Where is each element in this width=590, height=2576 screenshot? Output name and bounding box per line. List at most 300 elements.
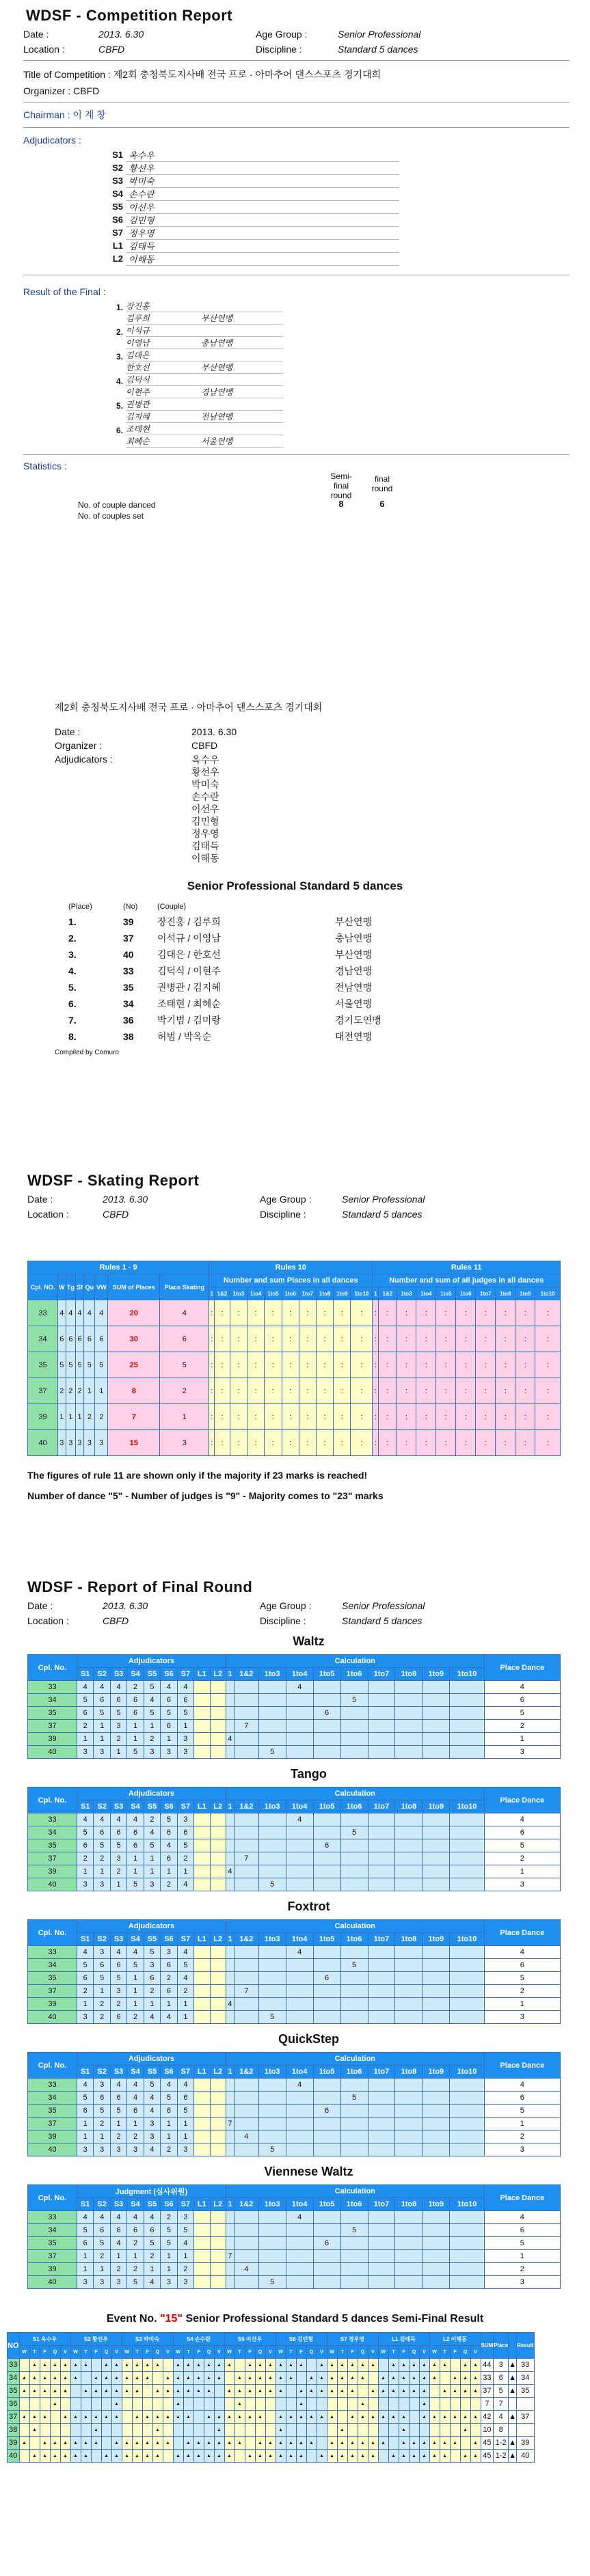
judge-mark: 2 [94, 1998, 110, 2011]
skating-row [28, 1404, 561, 1430]
semi-mark-cell: ▲ [347, 2385, 358, 2398]
judge-mark: 5 [127, 1878, 144, 1891]
judge-mark: 4 [144, 2276, 160, 2289]
skating-place-col: 1to10 [351, 1287, 373, 1300]
dance-row [28, 2092, 561, 2105]
judge-mark: 2 [94, 2250, 110, 2263]
semi-mark-cell: ▲ [50, 2359, 60, 2372]
semi-mark-cell: ▲ [19, 2437, 29, 2450]
judge-mark [210, 2092, 226, 2105]
calc-col: 1to10 [450, 1933, 484, 1946]
dance-cpl-no: 40 [28, 1878, 77, 1891]
calc-col: 1to4 [286, 1668, 313, 1681]
semi-mark-cell [70, 2424, 81, 2437]
calc-cell [226, 2130, 234, 2143]
calc-cell [234, 2224, 258, 2237]
dance-cpl-no: 35 [28, 1707, 77, 1720]
semi-judge: S3 박미숙 [122, 2333, 173, 2346]
semi-mark-cell: ▲ [450, 2385, 460, 2398]
title-of-competition-label: Title of Competition : [23, 69, 111, 80]
dance-place: 1 [484, 2118, 560, 2130]
semi-mark-cell: ▲ [347, 2359, 358, 2372]
calc-cell [313, 2130, 340, 2143]
dance-cpl-no: 34 [28, 2092, 77, 2105]
rule10-cell: : [265, 1300, 282, 1326]
dance-title: Waltz [293, 1634, 325, 1648]
calc-cell [450, 1839, 484, 1852]
semi-mark-cell [409, 2424, 419, 2437]
calc-cell: 4 [286, 1681, 313, 1694]
calc-cell [423, 2105, 450, 2118]
semi-mark-cell: ▲ [29, 2411, 40, 2424]
statistics-block [78, 471, 569, 521]
semi-place: 6 [494, 2372, 509, 2385]
dance-cpl-no: 33 [28, 2079, 77, 2092]
rule10-cell: : [299, 1430, 316, 1456]
adjudicator-code: S6 [112, 215, 123, 225]
dance-place: 5 [484, 1839, 560, 1852]
judge-mark: 4 [144, 2143, 160, 2156]
calculation-header: Calculation [226, 1787, 484, 1800]
rule10-cell: : [334, 1326, 351, 1352]
calc-cell [395, 2092, 423, 2105]
judge-mark: 3 [94, 1878, 110, 1891]
calc-cell [450, 1720, 484, 1733]
dance-place: 6 [484, 1826, 560, 1839]
judge-mark: 4 [127, 1946, 144, 1959]
calc-cell [226, 1946, 234, 1959]
rule11-cell: : [476, 1404, 496, 1430]
calc-cell [234, 1946, 258, 1959]
summary-organizer [55, 740, 590, 751]
calc-col: 1to10 [450, 2066, 484, 2079]
semi-no: 34 [8, 2372, 20, 2385]
calc-cell [368, 1733, 395, 1746]
rule11-cell: : [456, 1352, 476, 1378]
semi-sum: 37 [481, 2385, 494, 2398]
calc-cell [368, 1878, 395, 1891]
semi-mark-cell: ▲ [193, 2385, 204, 2398]
calc-cell [423, 1733, 450, 1746]
calc-cell: 5 [258, 2276, 286, 2289]
semi-mark-cell: ▲ [276, 2372, 286, 2385]
judge-mark [210, 1972, 226, 1985]
skating-dance-place: 6 [66, 1326, 76, 1352]
summary-couple: 김대은 / 한호선 [157, 949, 221, 960]
summary-adjudicator: 박미숙 [191, 779, 219, 790]
semi-dance-code: T [132, 2346, 142, 2359]
calc-cell [368, 1959, 395, 1972]
semi-mark-cell: ▲ [40, 2437, 50, 2450]
judge-mark [210, 1826, 226, 1839]
semi-mark-cell: ▲ [101, 2411, 111, 2424]
calc-cell [450, 2079, 484, 2092]
calc-cell [423, 2211, 450, 2224]
judge-code: S2 [94, 1933, 110, 1946]
judge-mark: 5 [144, 1707, 160, 1720]
dance-row [28, 1813, 561, 1826]
final-result-row [98, 325, 569, 337]
semi-mark-cell: ▲ [337, 2437, 347, 2450]
dance-row [28, 2130, 561, 2143]
semi-dance-code: Q [50, 2346, 60, 2359]
rules19-header: Rules 1 - 9 [28, 1261, 209, 1274]
calc-cell [286, 2130, 313, 2143]
semifinal-section [0, 2313, 590, 2573]
dance-row [28, 1985, 561, 1998]
calc-cell [258, 1865, 286, 1878]
calc-cell [395, 2079, 423, 2092]
semi-mark-cell: ▲ [286, 2450, 296, 2463]
judge-mark: 4 [161, 1681, 177, 1694]
calc-col: 1 [226, 2198, 234, 2211]
rule11-cell: : [397, 1378, 416, 1404]
calc-cell [368, 2011, 395, 2024]
calc-cell: 5 [258, 1878, 286, 1891]
rule11-cell: : [436, 1352, 456, 1378]
judge-mark: 2 [144, 1813, 160, 1826]
rule10-cell: : [215, 1352, 230, 1378]
judge-mark: 1 [94, 1985, 110, 1998]
calc-cell [286, 1707, 313, 1720]
calc-cell [423, 1878, 450, 1891]
calc-cell [450, 1813, 484, 1826]
judge-mark: 6 [110, 2224, 126, 2237]
semi-advance-mark: ▲ [509, 2411, 517, 2424]
semi-sum: 7 [481, 2398, 494, 2411]
judge-code: S7 [177, 2066, 193, 2079]
statistics-label: Statistics : [23, 461, 67, 471]
calc-cell [395, 1826, 423, 1839]
semi-result-head: Result [517, 2333, 534, 2359]
judge-mark: 6 [94, 2092, 110, 2105]
rule11-cell: : [535, 1430, 561, 1456]
skating-dance-place: 2 [84, 1404, 95, 1430]
semi-mark-cell [40, 2424, 50, 2437]
semi-mark-cell: ▲ [101, 2385, 111, 2398]
calc-cell [368, 1746, 395, 1759]
final-round-title: WDSF - Report of Final Round [27, 1578, 253, 1595]
semi-mark-cell: ▲ [450, 2411, 460, 2424]
semi-mark-cell [224, 2398, 234, 2411]
calc-cell [286, 2011, 313, 2024]
semi-mark-cell [122, 2411, 132, 2424]
semi-mark-cell: ▲ [296, 2411, 306, 2424]
semi-mark-cell: ▲ [409, 2450, 419, 2463]
skating-sum: 8 [108, 1378, 160, 1404]
calc-cell [368, 2130, 395, 2143]
rule11-cell: : [535, 1352, 561, 1378]
skating-age-group-label: Age Group : [260, 1194, 312, 1205]
location-value: CBFD [98, 44, 125, 55]
calc-col: 1to9 [423, 1933, 450, 1946]
calc-col: 1to8 [395, 2066, 423, 2079]
judge-mark: 6 [127, 2105, 144, 2118]
semi-mark-cell [317, 2398, 327, 2411]
judge-mark: 4 [177, 1681, 193, 1694]
judge-mark: 1 [161, 2250, 177, 2263]
calc-cell [226, 1746, 234, 1759]
semi-mark-cell: ▲ [460, 2424, 470, 2437]
calc-col: 1to9 [423, 1800, 450, 1813]
judge-mark: 6 [161, 1826, 177, 1839]
semi-mark-cell: ▲ [399, 2411, 409, 2424]
semi-mark-cell: ▲ [163, 2411, 173, 2424]
rule11-cell: : [496, 1352, 515, 1378]
semi-mark-cell [204, 2424, 214, 2437]
meta-row-1 [23, 29, 569, 40]
semi-mark-cell [265, 2424, 276, 2437]
final-place: 4. [116, 376, 123, 386]
judge-mark [210, 1733, 226, 1746]
calculation-header: Calculation [226, 2185, 484, 2198]
calc-cell [450, 1959, 484, 1972]
semi-dance-code: T [81, 2346, 91, 2359]
semi-advance-mark: ▲ [509, 2450, 517, 2463]
calc-cell [340, 2211, 368, 2224]
calc-col: 1to3 [258, 1800, 286, 1813]
semi-mark-cell: ▲ [276, 2385, 286, 2398]
semi-mark-cell: ▲ [399, 2424, 409, 2437]
judge-mark: 1 [144, 1998, 160, 2011]
rule10-cell: : [334, 1300, 351, 1326]
calc-col: 1to8 [395, 2198, 423, 2211]
semi-judge: L1 김태득 [378, 2333, 429, 2346]
calc-cell [423, 2092, 450, 2105]
final-result-row [98, 374, 569, 386]
semi-mark-cell: ▲ [91, 2411, 101, 2424]
competition-report-title: WDSF - Competition Report [26, 7, 233, 24]
calc-cell [226, 1707, 234, 1720]
semi-mark-cell: ▲ [255, 2359, 265, 2372]
judge-mark: 2 [177, 1985, 193, 1998]
judge-mark [194, 2105, 210, 2118]
judge-mark: 4 [177, 2079, 193, 2092]
calc-cell [340, 1998, 368, 2011]
semi-mark-cell: ▲ [173, 2372, 183, 2385]
calc-cell [368, 1720, 395, 1733]
semi-mark-cell: ▲ [50, 2372, 60, 2385]
calc-cell [340, 2276, 368, 2289]
semi-mark-cell: ▲ [470, 2437, 481, 2450]
final-location-value: CBFD [103, 1615, 129, 1626]
judge-mark: 6 [177, 1826, 193, 1839]
semi-mark-cell: ▲ [255, 2450, 265, 2463]
semi-mark-cell: ▲ [286, 2437, 296, 2450]
calc-cell [450, 2105, 484, 2118]
date-label: Date : [23, 29, 49, 40]
semi-place: 1-2 [494, 2450, 509, 2463]
calc-cell [450, 2211, 484, 2224]
semi-mark-cell [152, 2398, 163, 2411]
calc-cell [226, 1878, 234, 1891]
judge-mark: 3 [94, 2079, 110, 2092]
judge-code: S7 [177, 1800, 193, 1813]
semi-mark-cell [152, 2372, 163, 2385]
judge-mark [194, 1959, 210, 1972]
semi-mark-cell: ▲ [70, 2359, 81, 2372]
semi-mark-cell [306, 2359, 317, 2372]
final-date-value: 2013. 6.30 [103, 1600, 148, 1611]
dance-subheader-row [28, 2066, 561, 2079]
calc-cell: 7 [234, 1852, 258, 1865]
dance-cpl-no: 40 [28, 2143, 77, 2156]
semi-mark-cell [368, 2424, 378, 2437]
calc-cell [234, 2118, 258, 2130]
calc-col: 1to5 [313, 1668, 340, 1681]
judge-mark [210, 2276, 226, 2289]
skating-age-group-value: Senior Professional [342, 1194, 425, 1205]
semi-mark-cell: ▲ [142, 2437, 152, 2450]
semi-mark-cell: ▲ [358, 2359, 368, 2372]
judge-mark: 6 [77, 1972, 93, 1985]
judge-mark: 2 [161, 2211, 177, 2224]
calc-cell [226, 2263, 234, 2276]
adjudicator-name: 박미숙 [126, 174, 399, 188]
adjudicator-row [98, 148, 569, 161]
semi-mark-cell: ▲ [429, 2411, 440, 2424]
calc-cell [313, 1720, 340, 1733]
judge-mark: 1 [77, 2250, 93, 2263]
rule10-cell: : [317, 1352, 334, 1378]
dance-cpl-no: 39 [28, 2130, 77, 2143]
semi-mark-cell: ▲ [347, 2437, 358, 2450]
summary-organizer-label: Organizer : [55, 740, 103, 751]
semi-mark-cell [255, 2424, 265, 2437]
semi-judge: S5 이선우 [224, 2333, 276, 2346]
calc-col: 1&2 [234, 2066, 258, 2079]
calc-cell [395, 2105, 423, 2118]
semi-mark-cell [163, 2424, 173, 2437]
semi-dance-code: T [337, 2346, 347, 2359]
adjudicator-name: 이해동 [126, 252, 399, 266]
semi-mark-cell [19, 2398, 29, 2411]
semi-mark-cell [460, 2398, 470, 2411]
final-result-row [98, 411, 569, 423]
semi-place: 4 [494, 2411, 509, 2424]
calc-cell [340, 2079, 368, 2092]
skating-cpl-no: 39 [28, 1404, 58, 1430]
judge-code: S5 [144, 1800, 160, 1813]
judge-mark: 6 [144, 1972, 160, 1985]
semi-mark-cell: ▲ [224, 2411, 234, 2424]
rule10-cell: : [351, 1326, 373, 1352]
semi-mark-cell: ▲ [440, 2450, 450, 2463]
dance-cpl-no: 35 [28, 2105, 77, 2118]
semi-mark-cell: ▲ [122, 2372, 132, 2385]
semi-advance-mark: ▲ [509, 2437, 517, 2450]
calc-cell [258, 2079, 286, 2092]
judge-code: L1 [194, 1668, 210, 1681]
judge-code: S3 [110, 1933, 126, 1946]
calc-cell [395, 2263, 423, 2276]
rule11-cell: : [456, 1378, 476, 1404]
semi-mark-cell: ▲ [60, 2359, 70, 2372]
judge-mark: 5 [161, 1813, 177, 1826]
judge-mark: 6 [161, 1985, 177, 1998]
calc-cell [226, 1694, 234, 1707]
semi-mark-cell: ▲ [296, 2437, 306, 2450]
semi-result: 34 [517, 2372, 534, 2385]
rule11-cell: : [456, 1430, 476, 1456]
dance-place: 5 [484, 2237, 560, 2250]
calc-cell [368, 1707, 395, 1720]
semi-mark-cell: ▲ [306, 2411, 317, 2424]
semi-mark-cell [255, 2398, 265, 2411]
judge-mark: 5 [144, 2237, 160, 2250]
judge-mark: 1 [77, 2263, 93, 2276]
semi-mark-cell: ▲ [419, 2411, 429, 2424]
dance-row [28, 2011, 561, 2024]
calc-col: 1to7 [368, 1668, 395, 1681]
semi-mark-cell: ▲ [276, 2450, 286, 2463]
calc-cell [313, 1878, 340, 1891]
semi-mark-cell: ▲ [265, 2372, 276, 2385]
judge-mark: 1 [94, 1865, 110, 1878]
judge-mark [194, 1813, 210, 1826]
judge-code: S7 [177, 2198, 193, 2211]
dance-place: 4 [484, 1813, 560, 1826]
summary-couple: 허범 / 박옥순 [157, 1031, 212, 1042]
semi-mark-cell: ▲ [409, 2372, 419, 2385]
semi-mark-cell: ▲ [70, 2437, 81, 2450]
calc-col: 1to5 [313, 2066, 340, 2079]
calc-cell: 4 [286, 1813, 313, 1826]
skating-dance-place: 3 [95, 1430, 108, 1456]
judge-mark: 2 [110, 2263, 126, 2276]
calc-cell [395, 2011, 423, 2024]
semi-mark-cell: ▲ [399, 2372, 409, 2385]
judge-mark: 1 [161, 2263, 177, 2276]
calc-cell [234, 1878, 258, 1891]
judge-code: S1 [77, 2066, 93, 2079]
semi-mark-cell [224, 2372, 234, 2385]
final-region: 서울연맹 [201, 435, 283, 448]
semi-mark-cell [193, 2411, 204, 2424]
semi-mark-cell [60, 2424, 70, 2437]
judge-mark: 4 [161, 1839, 177, 1852]
judge-mark: 2 [177, 1852, 193, 1865]
dance-place: 2 [484, 2130, 560, 2143]
semi-mark-cell: ▲ [224, 2437, 234, 2450]
semi-mark-cell: ▲ [358, 2398, 368, 2411]
calc-cell [450, 1733, 484, 1746]
semi-mark-cell: ▲ [40, 2385, 50, 2398]
final-partner: 이현주 [126, 386, 201, 398]
calc-cell [368, 1852, 395, 1865]
semi-mark-cell: ▲ [70, 2411, 81, 2424]
calc-cell [286, 2118, 313, 2130]
rule10-cell: : [282, 1404, 299, 1430]
skating-dance-place: 1 [58, 1404, 66, 1430]
judge-mark: 6 [127, 1826, 144, 1839]
semi-mark-cell: ▲ [440, 2385, 450, 2398]
judge-mark [194, 2237, 210, 2250]
calc-cell [423, 1707, 450, 1720]
rule11-cell: : [496, 1326, 515, 1352]
calc-cell [395, 2250, 423, 2263]
skating-place: 3 [160, 1430, 209, 1456]
rule11-cell: : [476, 1326, 496, 1352]
dance-cpl-no: 40 [28, 2276, 77, 2289]
semi-mark-cell [306, 2424, 317, 2437]
rule10-cell: : [334, 1404, 351, 1430]
semi-mark-cell: ▲ [81, 2359, 91, 2372]
skating-dance-place: 4 [95, 1300, 108, 1326]
semi-judge: S1 옥수우 [19, 2333, 70, 2346]
adjudicator-code: S3 [112, 176, 123, 186]
semi-mark-cell: ▲ [286, 2411, 296, 2424]
